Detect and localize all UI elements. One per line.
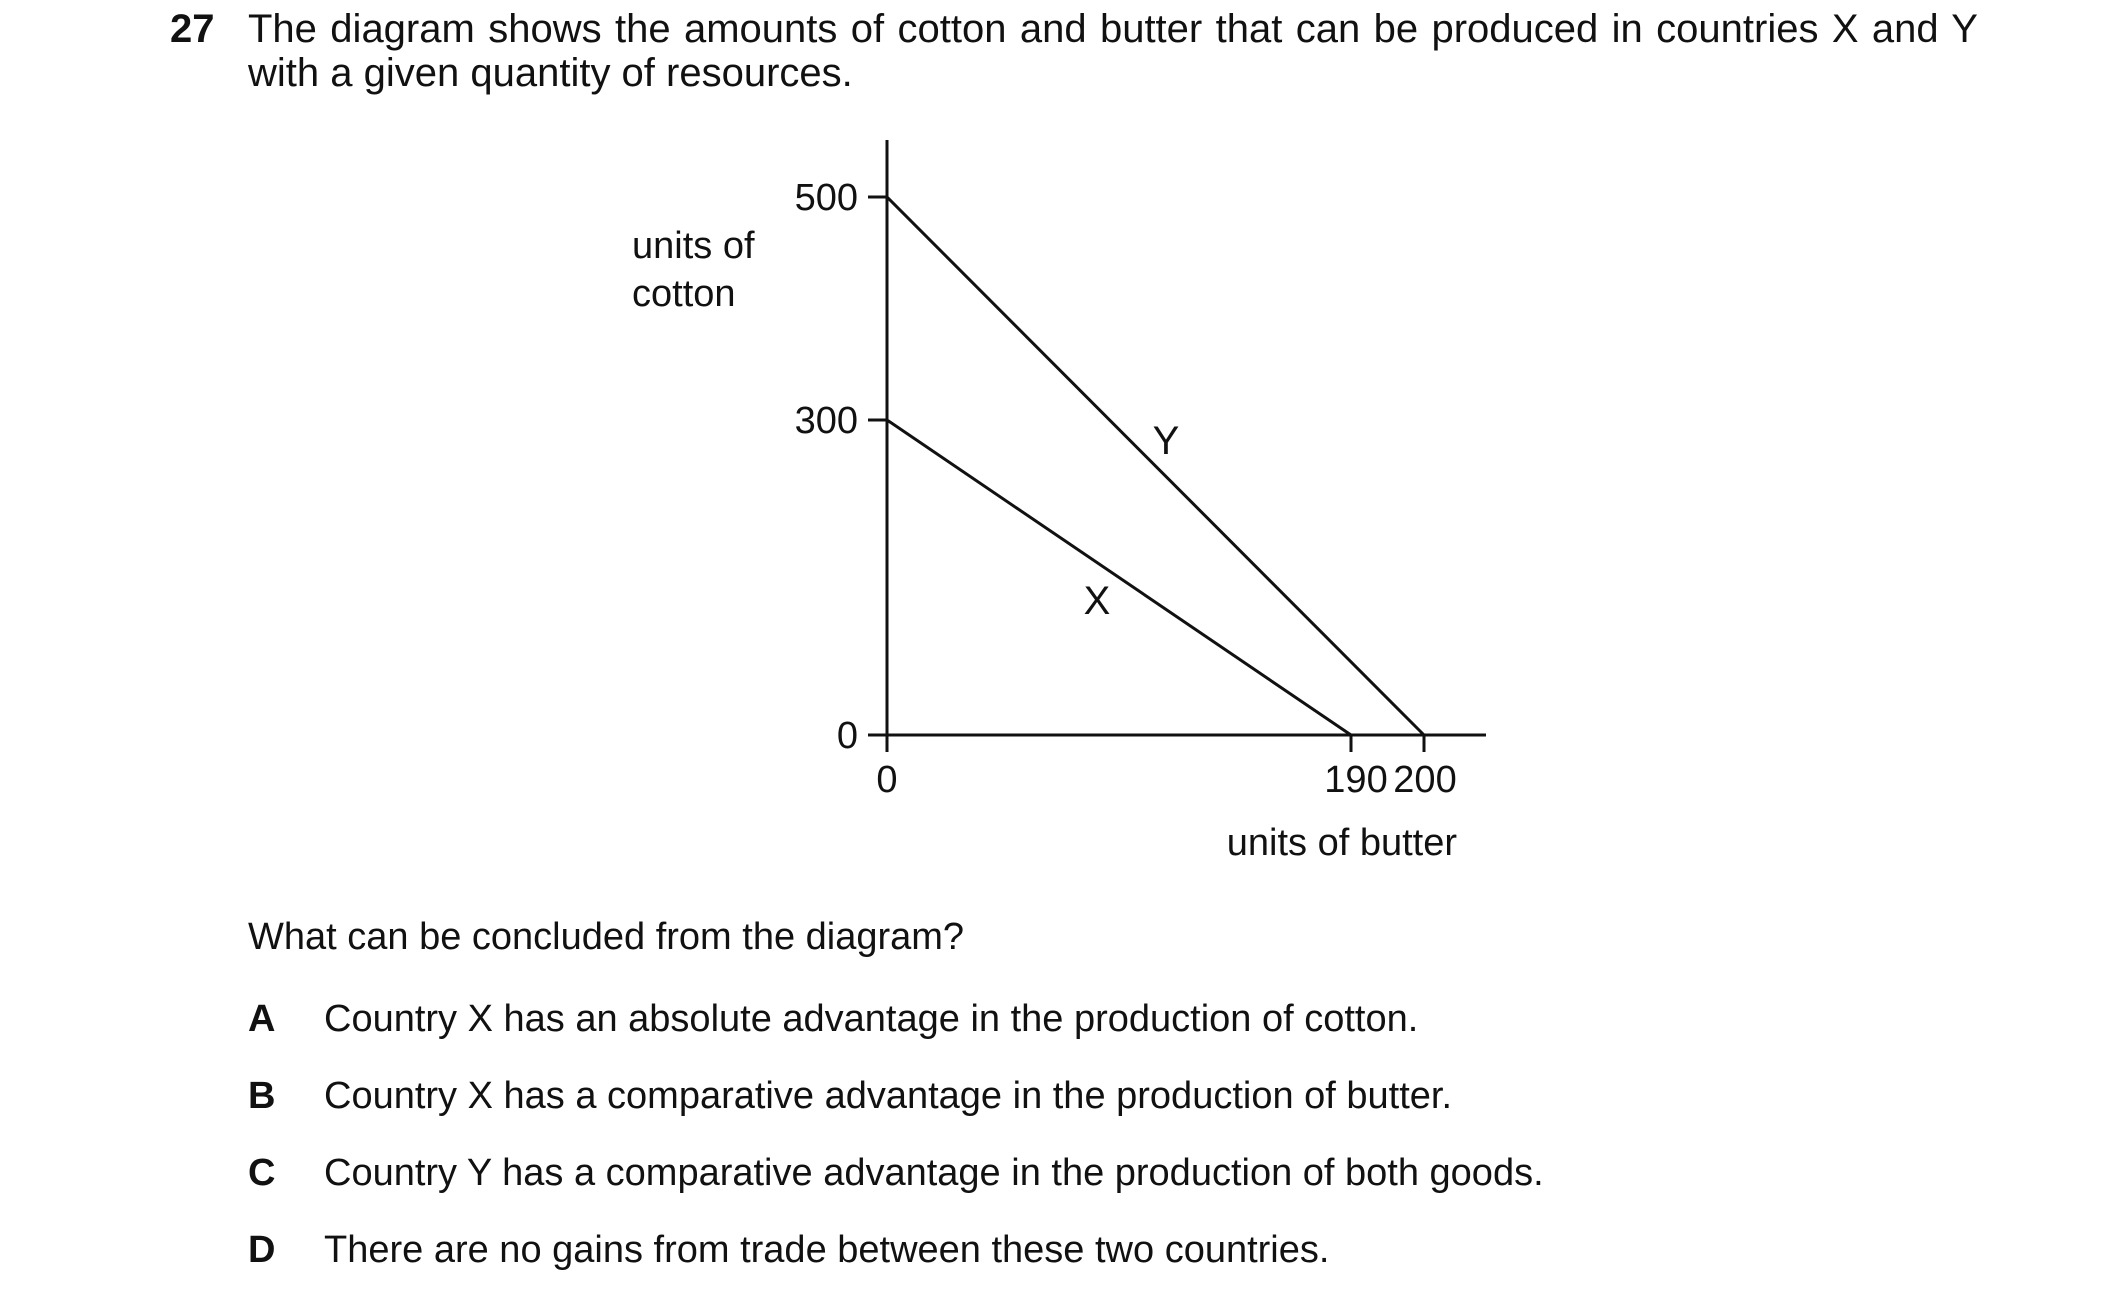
option-d[interactable] bbox=[248, 1227, 1329, 1273]
question-stem-line-2: with a given quantity of resources. bbox=[248, 51, 853, 95]
y-axis-label-line-2: cotton bbox=[632, 273, 736, 315]
question-number: 27 bbox=[170, 7, 215, 51]
option-b[interactable] bbox=[248, 1073, 1452, 1119]
option-c-letter: C bbox=[248, 1152, 276, 1194]
y-tick-label-0: 0 bbox=[836, 715, 858, 757]
ppf-line-x bbox=[887, 420, 1351, 735]
option-a-letter: A bbox=[248, 998, 276, 1040]
option-b-letter: B bbox=[248, 1075, 276, 1117]
y-tick-label-500: 500 bbox=[794, 177, 858, 219]
option-c[interactable] bbox=[248, 1150, 1544, 1196]
ppf-line-y bbox=[887, 197, 1424, 735]
x-axis-label: units of butter bbox=[1226, 822, 1457, 864]
option-c-text: Country Y has a comparative advantage in the production of both goods. bbox=[324, 1152, 1544, 1194]
y-tick-label-300: 300 bbox=[794, 400, 858, 442]
option-a[interactable] bbox=[248, 996, 1418, 1042]
option-a-text: Country X has an absolute advantage in the production of cotton. bbox=[324, 998, 1419, 1040]
option-b-text: Country X has a comparative advantage in the production of butter. bbox=[324, 1075, 1453, 1117]
x-tick-label-0: 0 bbox=[876, 759, 898, 801]
x-tick-label-200: 200 bbox=[1393, 759, 1457, 801]
x-tick-label-190: 190 bbox=[1324, 759, 1388, 801]
question-prompt: What can be concluded from the diagram? bbox=[248, 916, 965, 958]
y-axis-label-line-1: units of bbox=[632, 225, 755, 267]
option-d-letter: D bbox=[248, 1229, 276, 1271]
question-stem-line-1: The diagram shows the amounts of cotton and butter that can be produced in countries X and Y bbox=[248, 7, 1978, 51]
option-d-text: There are no gains from trade between these two countries. bbox=[324, 1229, 1330, 1271]
line-label-x: X bbox=[1083, 579, 1111, 623]
line-label-y: Y bbox=[1152, 419, 1180, 463]
